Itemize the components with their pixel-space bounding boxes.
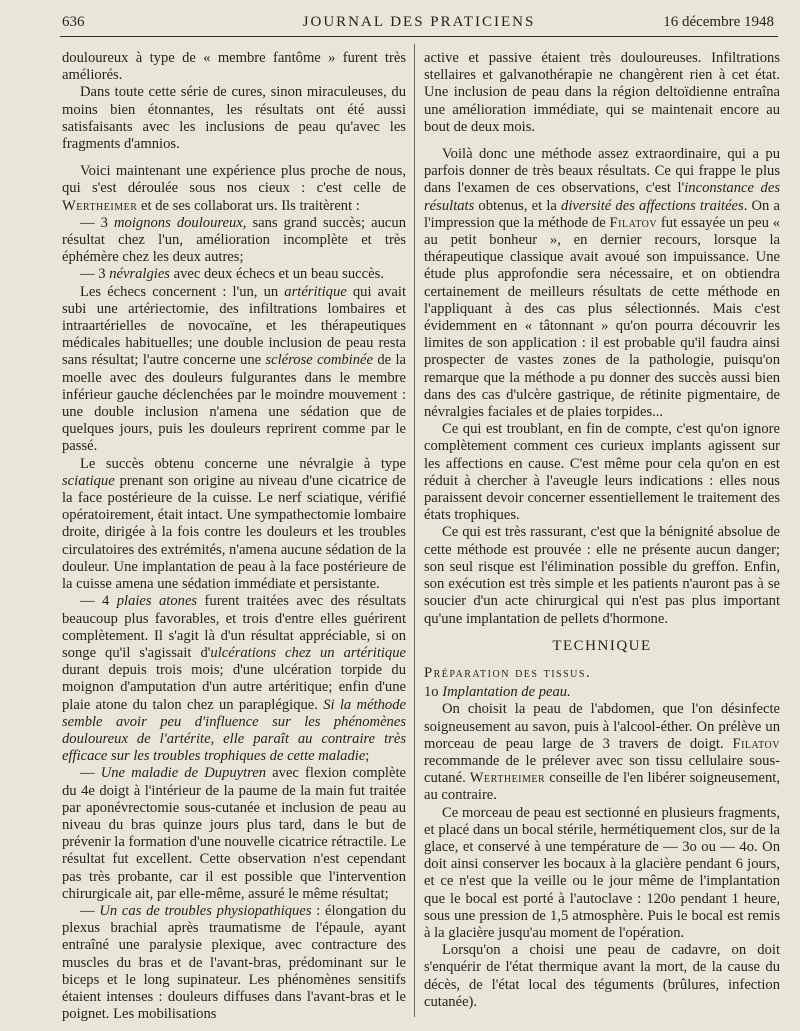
paragraph: Ce qui est troublant, en fin de compte, c'est qu'on ignore complètement comment ces curieux implants agissent sur les affections en cause. C'est même pour cela qu'on en est réduit à chercher à l'aveugle leurs indications : elles nous paraissent devoir concerner essentiellement le traitement des états trophiques. — [424, 421, 780, 524]
emphasis: sclérose combinée — [265, 352, 373, 369]
emphasis: Un cas de troubles physiopathiques — [99, 902, 312, 919]
emphasis: artéritique — [284, 283, 347, 300]
item-heading: 1o Implantation de peau. — [424, 684, 571, 701]
subsection-heading: Préparation des tissus. — [424, 664, 592, 681]
paragraph: On choisit la peau de l'abdomen, que l'on désinfecte soigneusement au savon, puis à l'alcool-éther. On prélève un morceau de peau large de 3 travers de doigt. Filatov recommande de le prélever avec son tissu cellulaire sous-cutané. Wertheimer conseille de l'en libérer soigneusement, au contraire. — [424, 701, 780, 804]
author-name: Filatov — [732, 735, 780, 752]
emphasis: sciatique — [62, 472, 115, 489]
emphasis: Une maladie de Dupuytren — [100, 765, 267, 782]
list-item: — Une maladie de Dupuytren avec flexion complète du 4e doigt à l'intérieur de la paume de la main fut traitée par aponévrectomie sous-cutanée et inclusion de peau au niveau du bras quinze jours plus tard, dans le but de prévenir la formation d'une nouvelle cicatrice rétractile. Le résultat fut excellent. Cette observation n'est cependant pas très probante, car il est possible que l'intervention chirurgicale ait, par elle-même, assuré le même résultat; — [62, 765, 406, 902]
emphasis: moignons douloureux — [114, 214, 243, 231]
list-item: — 4 plaies atones furent traitées avec des résultats beaucoup plus favorables, et trois d'entre elles guérirent complètement. Il s'agit là d'un résultat appréciable, si on songe qu'il s'agissait d'ulcérations chez un artéritique durant depuis trois mois; d'une ulcération torpide du moignon d'amputation d'un autre artéritique; enfin d'une plaie atone du talon chez un paraplégique. Si la méthode semble avoir peu d'influence sur les phénomènes douloureux de l'artérite, elle paraît au contraire très efficace sur les troubles trophiques de cette maladie; — [62, 593, 406, 765]
list-item: — 3 névralgies avec deux échecs et un beau succès. — [80, 266, 384, 283]
issue-date: 16 décembre 1948 — [663, 14, 774, 30]
emphasis: inconstance des résultats — [424, 180, 780, 214]
column-divider — [414, 44, 415, 1017]
paragraph: Dans toute cette série de cures, sinon miraculeuses, du moins bien étonnantes, les résultats ont été aussi satisfaisants avec les inclusions de peau qu'avec les fragments d'amnios. — [62, 84, 406, 153]
author-name: Wertheimer — [62, 197, 138, 214]
list-item: — 3 moignons douloureux, sans grand succès; aucun résultat chez l'un, amélioration incomplète et très éphémère chez les deux autres; — [62, 214, 406, 266]
paragraph: Voici maintenant une expérience plus proche de nous, qui s'est déroulée sous nos cieux : c'est celle de Wertheimer et de ses collaborat urs. Ils traitèrent : — [62, 163, 406, 214]
emphasis: ulcérations chez un artéritique — [210, 644, 406, 661]
running-header — [60, 10, 778, 37]
paragraph: Ce morceau de peau est sectionné en plusieurs fragments, et placé dans un bocal stérile, hermétiquement clos, sur de la glace, et conservé à une température de — 3o ou — 4o. On doit ainsi conserver les bocaux à la glacière pendant 6 jours, et ce n'est que la veille ou le jour même de l'implantation que le bocal est porté à l'autoclave : 120o pendant 1 heure, sous une pression de 1,5 atmosphère. Puis le bocal est remis à la glacière jusqu'au moment de l'opération. — [424, 804, 780, 941]
paragraph: Le succès obtenu concerne une névralgie à type sciatique prenant son origine au niveau d'une cicatrice de la face postérieure de la cuisse. Le nerf sciatique, vérifié opératoirement, était intact. Une sympathectomie lombaire droite, dirigée à la fois contre les douleurs et les troubles circulatoires des extrémités, n'amena aucune sédation de la douleur. Une implantation de peau à la face postérieure de la cuisse amena une sédation immédiate et persistante. — [62, 455, 406, 593]
paragraph: douloureux à type de « membre fantôme » furent très améliorés. — [62, 50, 406, 84]
left-column — [62, 50, 406, 1021]
emphasis: Si la méthode semble avoir peu d'influence sur les phénomènes douloureux de l'artérite, elle paraît au contraire très efficace sur les troubles trophiques de cette maladie — [62, 696, 406, 765]
paragraph: Ce qui est très rassurant, c'est que la bénignité absolue de cette méthode est prouvée : elle ne présente aucun danger; son seul risque est l'élimination possible du greffon. Enfin, son exécution est très simple et les patients n'auront pas à se soucier d'un acte chirurgical qui n'est pas plus important qu'une implantation de pellets d'hormone. — [424, 524, 780, 627]
emphasis: névralgies — [109, 266, 170, 283]
list-item: — Un cas de troubles physiopathiques : élongation du plexus brachial après traumatisme de l'épaule, ayant entraîné une paralysie plexique, avec contracture des muscles du bras et de l'avant-bras, prédominant sur le biceps et le long supinateur. Les phénomènes sensitifs étaient intenses : douleurs diffuses dans l'avant-bras et le poignet. Les mobilisations — [62, 902, 406, 1021]
section-heading: TECHNIQUE — [552, 637, 652, 654]
emphasis: diversité des affections traitées — [561, 197, 744, 214]
right-column — [424, 50, 780, 1021]
author-name: Filatov — [609, 214, 658, 231]
page-number: 636 — [62, 14, 85, 30]
emphasis: plaies atones — [116, 593, 198, 610]
paragraph: Les échecs concernent : l'un, un artéritique qui avait subi une artériectomie, des infiltrations lombaires et intraartérielles de novocaïne, et les thérapeutiques médicales habituelles; une double inclusion de peau resta sans résultat; l'autre concerne une sclérose combinée de la moelle avec des douleurs fulgurantes dans le membre inférieur gauche déclenchées par le moindre mouvement : une double inclusion n'amena une sédation que de quelques jours, puis les douleurs reprirent comme par le passé. — [62, 283, 406, 455]
emphasis: Implantation de peau. — [442, 684, 571, 701]
journal-title: JOURNAL DES PRATICIENS — [302, 14, 536, 30]
paragraph: active et passive étaient très douloureuses. Infiltrations stellaires et galvanothérapie ne changèrent rien à cet état. Une inclusion de peau dans la région deltoïdienne entraîna une amélioration immédiate, qui se maintenait encore au bout de deux mois. — [424, 50, 780, 135]
paragraph: Lorsqu'on a choisi une peau de cadavre, on doit s'enquérir de l'état thermique avant la mort, de la cause du décès, de l'état local des téguments (brûlures, infection cutanée). — [424, 942, 780, 1010]
author-name: Wertheimer — [469, 770, 546, 787]
paragraph: Voilà donc une méthode assez extraordinaire, qui a pu parfois donner de très beaux résultats. Ce qui frappe le plus dans l'examen de ces observations, c'est l'inconstance des résultats obtenus, et la diversité des affections traitées. On a l'impression que la méthode de Filatov fut essayée un peu « au petit bonheur », en dernier recours, lorsque la thérapeutique classique avait avoué son impuissance. Une étude plus approfondie sera nécessaire, et on obtiendra certainement de meilleurs résultats de cette méthode en l'appliquant à des cas plus sélectionnés. Mais c'est évidemment en « tâtonnant » qu'on pourra découvrir les limites de son application : il est probable qu'il faudra ainsi prospecter de vastes zones de la pathologie, puisqu'on remarque que la méthode a pu donner des succès aussi bien dans des cas d'ulcère gastrique, de rétinite pigmentaire, de névralgies faciales et de plaies torpides... — [424, 146, 780, 421]
